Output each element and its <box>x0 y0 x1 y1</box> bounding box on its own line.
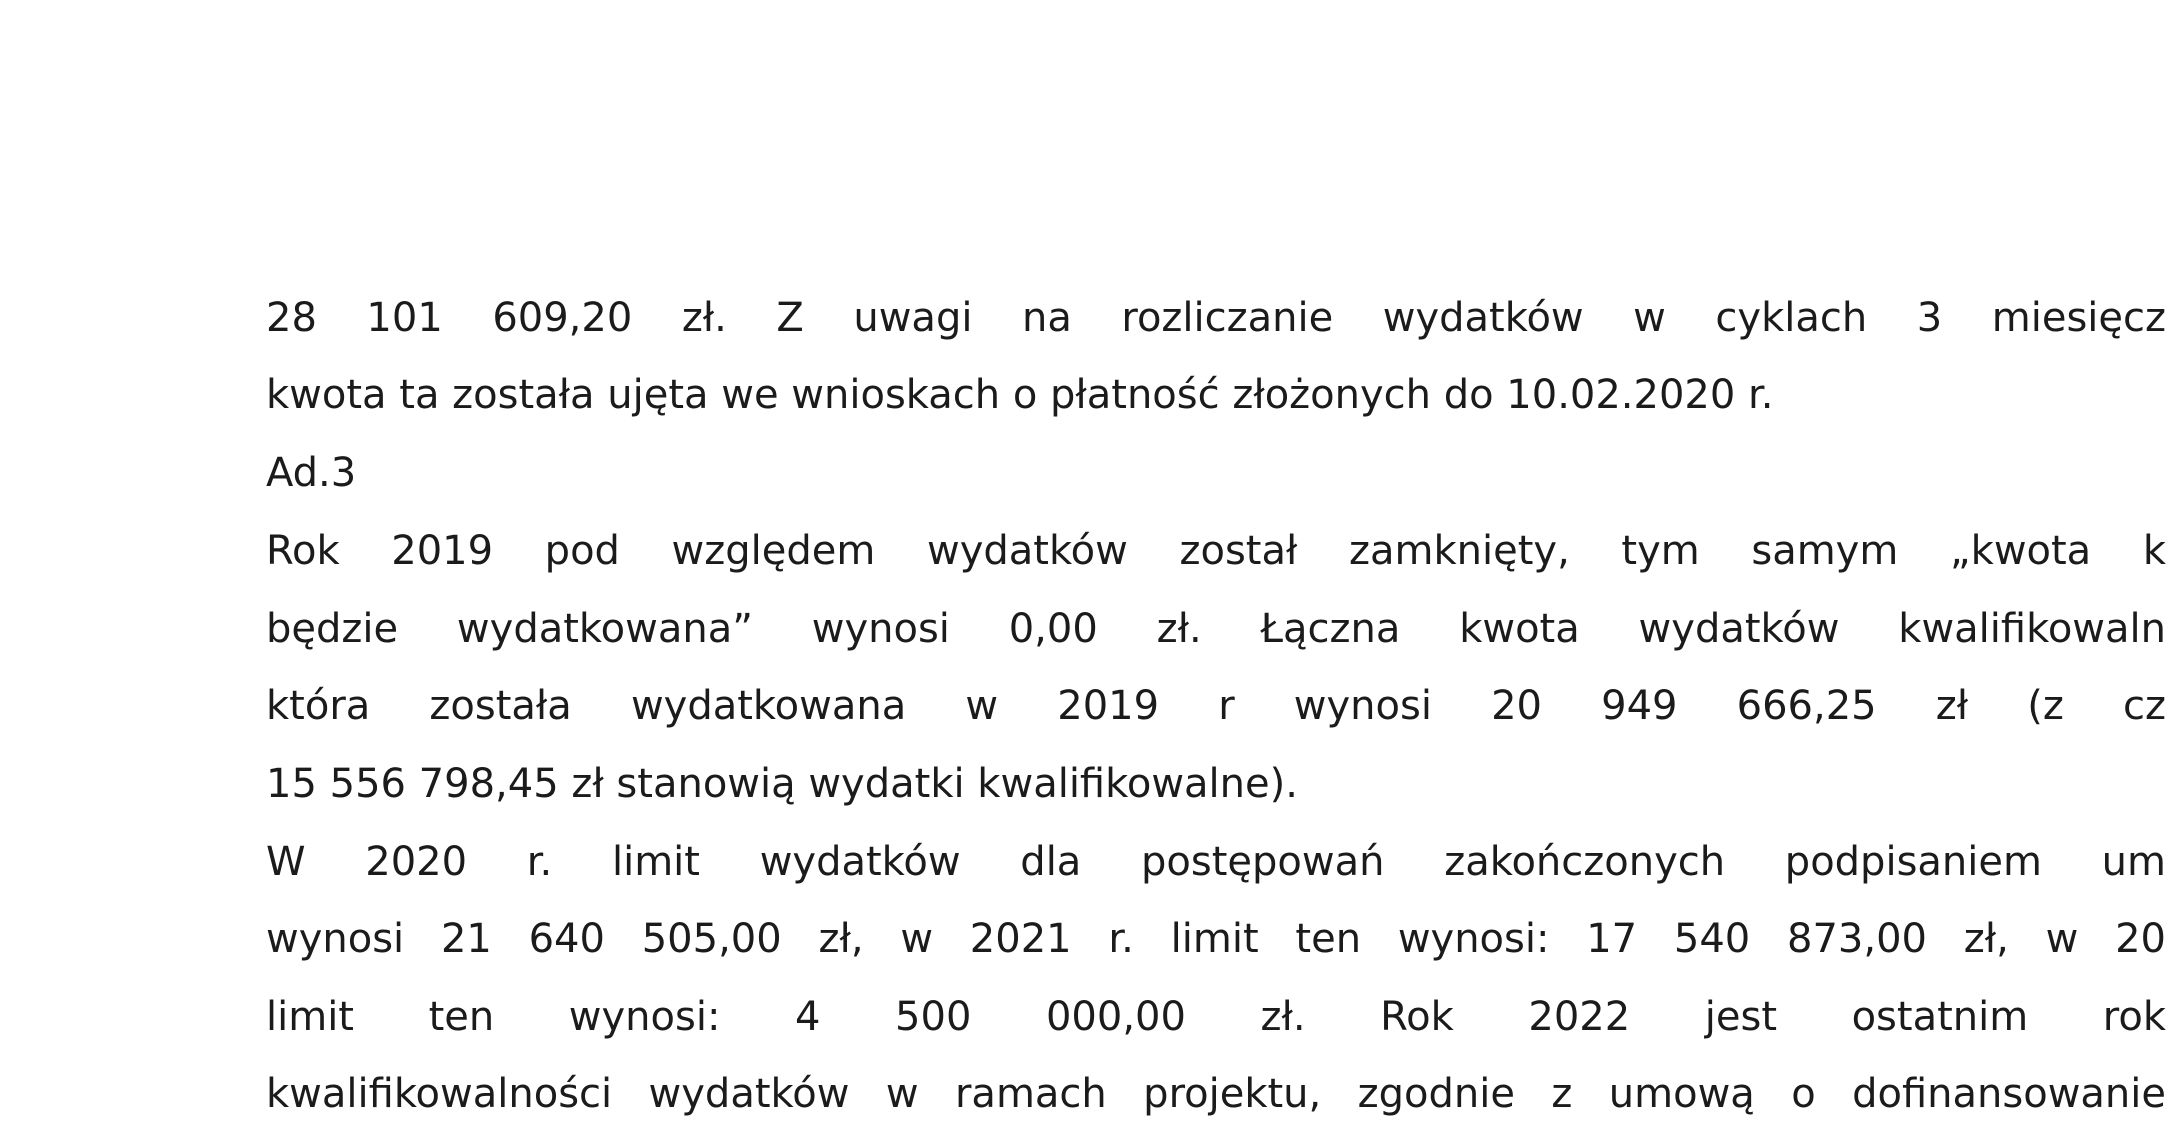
text-line: wynosi 21 640 505,00 zł, w 2021 r. limit ten wynosi: 17 540 873,00 zł, w 20 <box>266 916 2166 962</box>
text-line: Rok 2019 pod względem wydatków został zamknięty, tym samym „kwota k <box>266 528 2166 574</box>
text-line: która została wydatkowana w 2019 r wynosi 20 949 666,25 zł (z cz <box>266 683 2166 729</box>
text-line: 28 101 609,20 zł. Z uwagi na rozliczanie wydatków w cyklach 3 miesięcz <box>266 295 2166 341</box>
section-heading: Ad.3 <box>266 450 357 496</box>
text-line: kwalifikowalności wydatków w ramach projektu, zgodnie z umową o dofinansowanie <box>266 1071 2166 1117</box>
text-line: W 2020 r. limit wydatków dla postępowań zakończonych podpisaniem um <box>266 839 2166 885</box>
text-line: będzie wydatkowana” wynosi 0,00 zł. Łączna kwota wydatków kwalifikowaln <box>266 606 2166 652</box>
text-line: kwota ta została ujęta we wnioskach o płatność złożonych do 10.02.2020 r. <box>266 372 1774 418</box>
text-line: limit ten wynosi: 4 500 000,00 zł. Rok 2022 jest ostatnim rok <box>266 994 2166 1040</box>
text-line: 15 556 798,45 zł stanowią wydatki kwalifikowalne). <box>266 761 1298 807</box>
